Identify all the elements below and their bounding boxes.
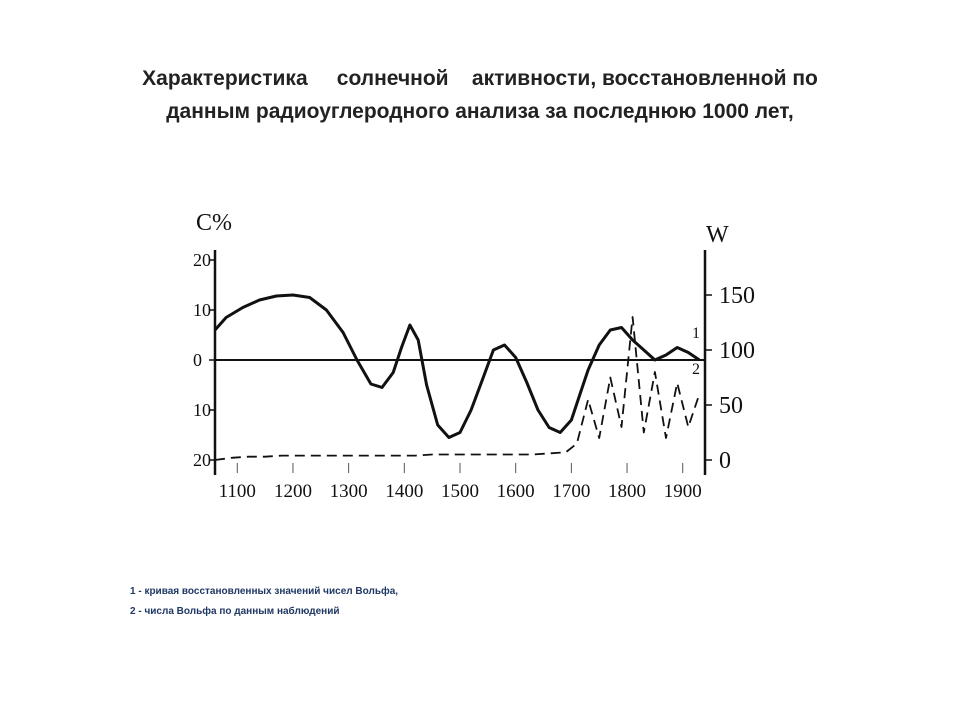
x-tick-label: 1200 [273, 481, 312, 502]
curve-marker-2: 2 [692, 361, 700, 378]
chart-legend [130, 582, 398, 622]
y-right-tick-label: 100 [719, 338, 755, 364]
y-right-tick-label: 50 [719, 393, 743, 419]
y-left-tick-label: 10 [193, 400, 211, 420]
series-line-1 [215, 295, 699, 438]
title-line-2: данным радиоуглеродного анализа за последнюю 1000 лет, [166, 100, 794, 123]
curve-marker-1: 1 [692, 325, 700, 342]
y-left-tick-label: 20 [193, 250, 211, 270]
legend-item-2: 2 - числа Вольфа по данным наблюдений [130, 606, 340, 617]
y-right-tick-label: 0 [719, 448, 731, 474]
axis-ticks [193, 250, 755, 502]
x-tick-label: 1700 [552, 481, 591, 502]
y-left-axis-label: C% [196, 210, 232, 236]
y-left-tick-label: 0 [193, 350, 202, 370]
x-tick-label: 1400 [385, 481, 424, 502]
y-right-tick-label: 150 [719, 283, 755, 309]
legend-item-1: 1 - кривая восстановленных значений чисел Вольфа, [130, 586, 399, 597]
chart-frame [215, 250, 705, 475]
y-left-tick-label: 20 [193, 450, 211, 470]
series-line-2 [215, 317, 699, 460]
x-tick-label: 1800 [608, 481, 647, 502]
title-line-1: Характеристика солнечной активности, восстановленной по [142, 67, 818, 90]
y-right-axis-label: W [706, 222, 729, 248]
chart-series [215, 295, 699, 460]
x-tick-label: 1100 [218, 481, 256, 502]
x-tick-label: 1500 [441, 481, 479, 502]
x-tick-label: 1300 [329, 481, 368, 502]
y-left-tick-label: 10 [193, 300, 211, 320]
x-tick-label: 1900 [663, 481, 702, 502]
x-tick-label: 1600 [496, 481, 535, 502]
